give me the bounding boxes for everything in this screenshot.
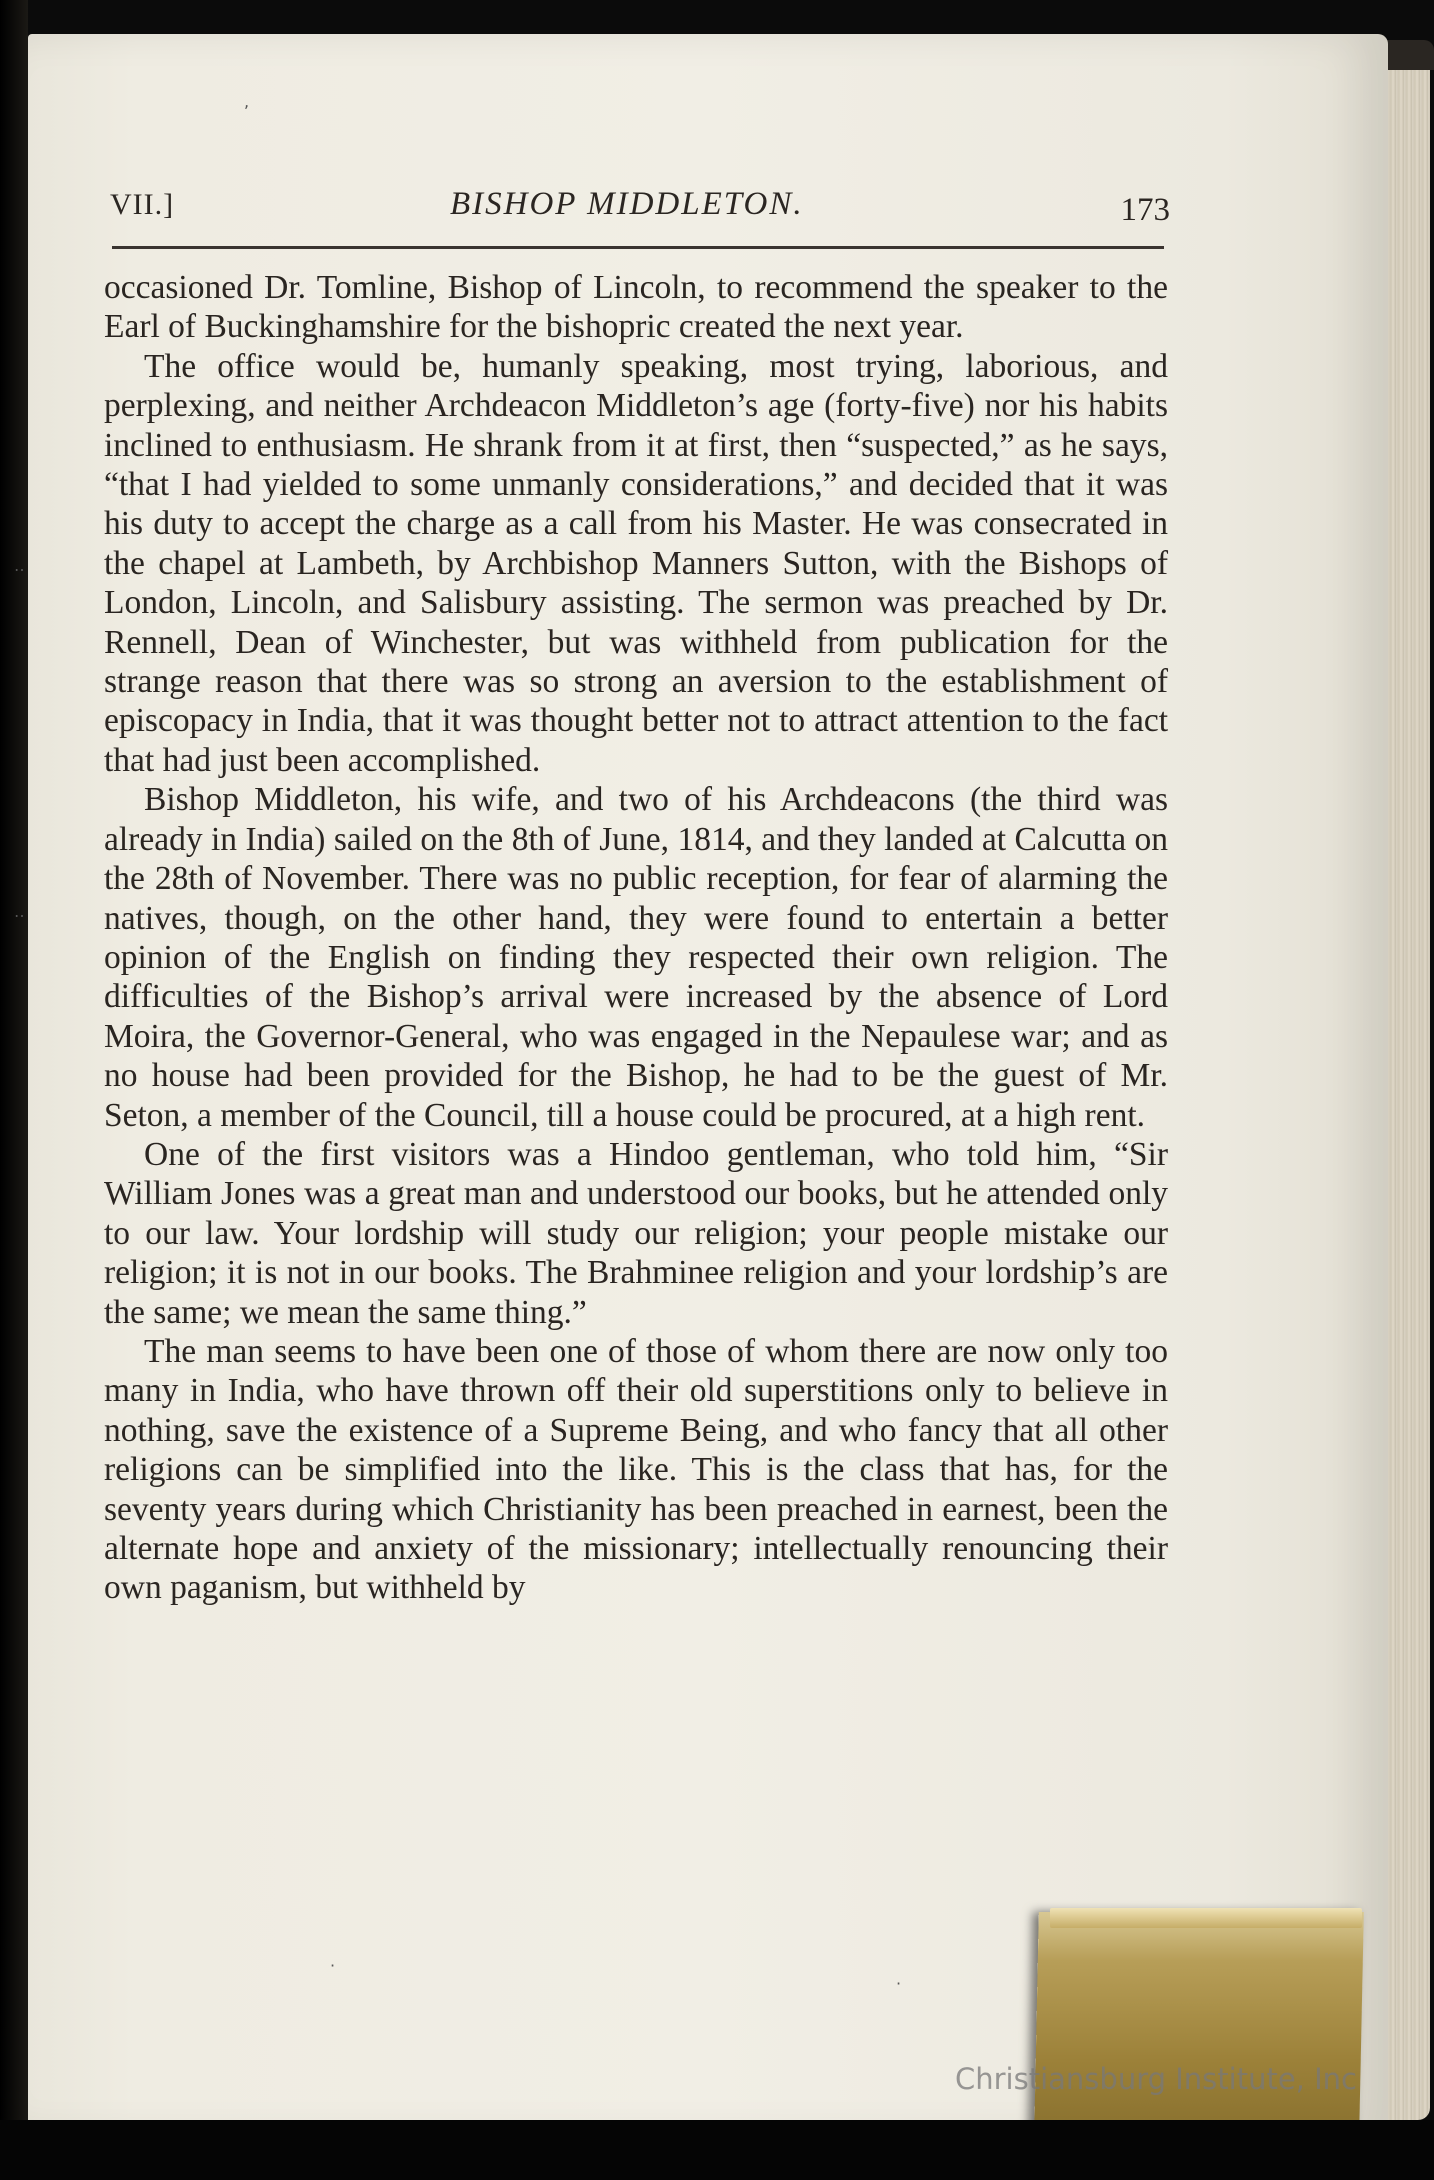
bottom-shadow bbox=[0, 2120, 1434, 2180]
page-number: 173 bbox=[1120, 192, 1170, 228]
left-binding-shadow bbox=[0, 0, 28, 2180]
watermark-text: Christiansburg Institute, Inc bbox=[955, 2062, 1357, 2096]
paragraph: The office would be, humanly speaking, most trying, laborious, and perplexing, and neither Archdeacon Middleton’s age (forty-five) nor his habits inclined to enthusiasm. He shrank from it at first, then “suspected,” as he says, “that I had yielded to some unmanly considerations,” and decided that it was his duty to accept the charge as a call from his Master. He was consecrated in the chapel at Lambeth, by Archbishop Manners Sutton, with the Bishops of London, Lincoln, and Salisbury assisting. The sermon was preached by Dr. Rennell, Dean of Winchester, but was withheld from publication for the strange reason that there was so strong an aversion to the establishment of episcopacy in India, that it was thought better not to attract attention to the fact that had just been accomplished. bbox=[104, 347, 1168, 779]
paragraph: The man seems to have been one of those of whom there are now only too many in India, who have thrown off their old superstitions only to believe in nothing, save the existence of a Supreme Being, and who fancy that all other religions can be simplified into the like. This is the class that has, for the seventy years during which Christianity has been preached in earnest, been the alternate hope and anxiety of the missionary; intellectually renouncing their own paganism, but withheld by bbox=[104, 1332, 1168, 1607]
running-title: BISHOP MIDDLETON. bbox=[450, 186, 804, 222]
paper-speck: · bbox=[896, 1974, 902, 1993]
margin-mark: ‥ bbox=[14, 902, 25, 921]
body-text bbox=[104, 268, 1168, 1608]
running-head bbox=[110, 180, 1170, 240]
chapter-number: VII.] bbox=[110, 188, 175, 221]
paragraph: One of the first visitors was a Hindoo gentleman, who told him, “Sir William Jones was a great man and understood our books, but he attended only to our law. Your lordship will study our religion; your people mistake our religion; it is not in our books. The Brahminee religion and your lordship’s are the same; we mean the same thing.” bbox=[104, 1135, 1168, 1331]
margin-mark: ‥ bbox=[14, 556, 25, 575]
paper-speck: , bbox=[244, 92, 250, 111]
header-rule bbox=[112, 246, 1164, 249]
paper-speck: · bbox=[330, 1956, 336, 1975]
paragraph-continued: occasioned Dr. Tomline, Bishop of Lincoln, to recommend the speaker to the Earl of Buckinghamshire for the bishopric created the next year. bbox=[104, 269, 1168, 346]
paragraph: Bishop Middleton, his wife, and two of his Archdeacons (the third was already in India) sailed on the 8th of June, 1814, and they landed at Calcutta on the 28th of November. There was no public reception, for fear of alarming the natives, though, on the other hand, they were found to entertain a better opinion of the English on finding they respected their own religion. The difficulties of the Bishop’s arrival were increased by the absence of Lord Moira, the Governor-General, who was engaged in the Nepaulese war; and as no house had been provided for the Bishop, he had to be the guest of Mr. Seton, a member of the Council, till a house could be procured, at a high rent. bbox=[104, 781, 1168, 1134]
page-edges-shadow bbox=[1380, 40, 1434, 70]
gold-bookend-top bbox=[1050, 1908, 1362, 1928]
